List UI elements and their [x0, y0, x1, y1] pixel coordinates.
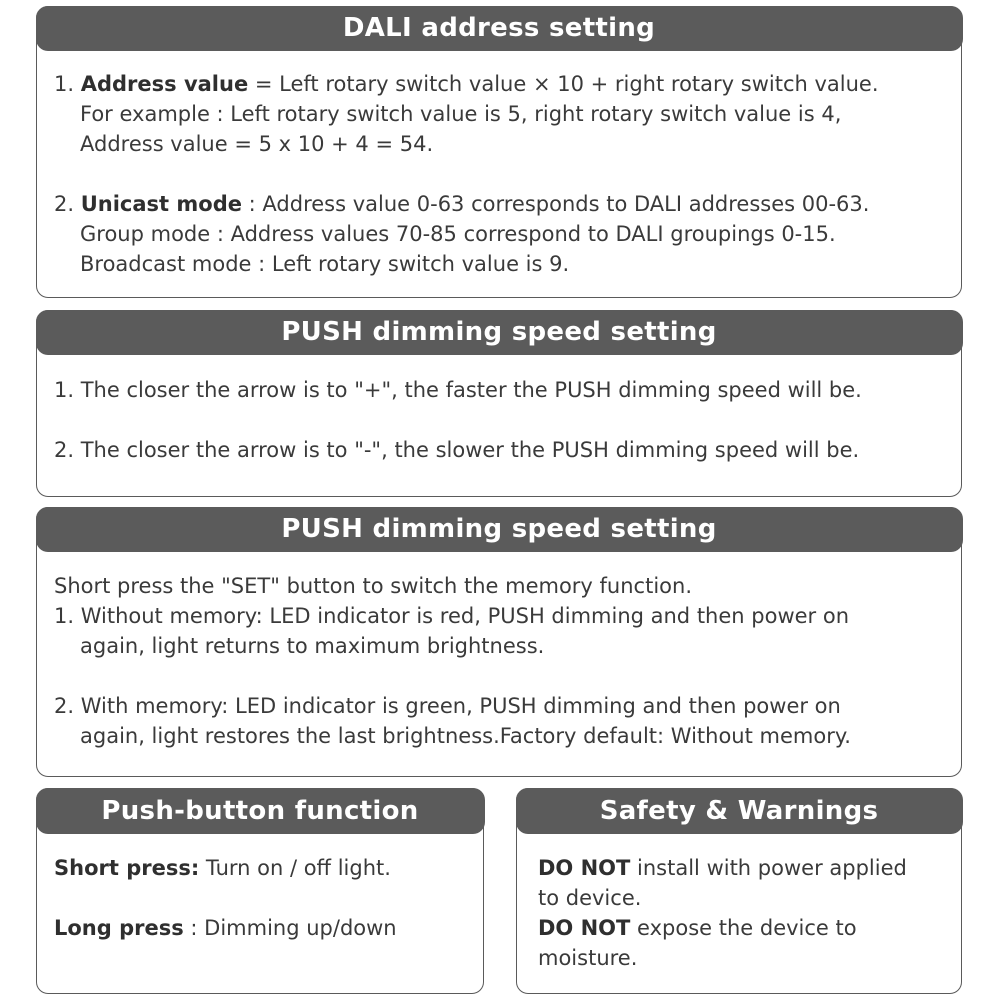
push-memory-item-1-cont: again, light returns to maximum brightness. — [80, 634, 545, 658]
push-memory-panel — [36, 507, 962, 777]
dali-item-1-example: For example : Left rotary switch value is 5, right rotary switch value is 4, — [80, 102, 842, 126]
dali-group-mode: Group mode : Address values 70-85 correspond to DALI groupings 0-15. — [80, 222, 836, 246]
address-value-label: Address value — [80, 72, 249, 96]
safety-panel — [516, 788, 962, 994]
warning-1-do-not: DO NOT — [538, 856, 631, 880]
push-speed-header — [36, 310, 963, 355]
warning-1: DO NOT install with power applied — [538, 856, 907, 880]
push-button-header — [36, 788, 485, 834]
push-button-title: Push-button function — [101, 795, 419, 826]
warning-2-cont: moisture. — [538, 946, 638, 970]
dali-broadcast-mode: Broadcast mode : Left rotary switch value is 9. — [80, 252, 570, 276]
push-memory-item-2: 2. With memory: LED indicator is green, PUSH dimming and then power on — [54, 694, 841, 718]
push-memory-item-1: 1. Without memory: LED indicator is red, PUSH dimming and then power on — [54, 604, 850, 628]
dali-item-1: 1. Address value = Left rotary switch value × 10 + right rotary switch value. — [54, 72, 879, 96]
long-press-row: Long press : Dimming up/down — [54, 916, 397, 940]
push-button-panel — [36, 788, 484, 994]
safety-body — [538, 853, 951, 973]
push-button-body — [54, 853, 473, 943]
push-speed-item-2: 2. The closer the arrow is to "-", the slower the PUSH dimming speed will be. — [54, 438, 860, 462]
push-speed-panel — [36, 310, 962, 497]
dali-item-2: 2. Unicast mode : Address value 0-63 corresponds to DALI addresses 00-63. — [54, 192, 870, 216]
short-press-row: Short press: Turn on / off light. — [54, 856, 391, 880]
push-memory-body — [54, 571, 951, 751]
push-speed-title: PUSH dimming speed setting — [281, 317, 717, 347]
push-memory-item-2-cont: again, light restores the last brightness.Factory default: Without memory. — [80, 724, 851, 748]
push-speed-body — [54, 375, 951, 465]
push-speed-item-1: 1. The closer the arrow is to "+", the faster the PUSH dimming speed will be. — [54, 378, 862, 402]
safety-title: Safety & Warnings — [599, 795, 879, 826]
push-memory-intro: Short press the "SET" button to switch the memory function. — [54, 574, 692, 598]
dali-address-panel — [36, 6, 962, 298]
dali-item-1-result: Address value = 5 x 10 + 4 = 54. — [80, 132, 434, 156]
dali-address-title: DALI address setting — [342, 13, 656, 43]
safety-header — [516, 788, 963, 834]
dali-address-header — [36, 6, 963, 51]
long-press-label: Long press — [54, 916, 184, 940]
unicast-mode-label: Unicast mode — [80, 192, 242, 216]
short-press-label: Short press: — [54, 856, 200, 880]
warning-2: DO NOT expose the device to — [538, 916, 857, 940]
warning-1-cont: to device. — [538, 886, 642, 910]
push-memory-header — [36, 507, 963, 552]
dali-address-body — [54, 69, 951, 279]
warning-2-do-not: DO NOT — [538, 916, 631, 940]
push-memory-title: PUSH dimming speed setting — [281, 514, 717, 544]
